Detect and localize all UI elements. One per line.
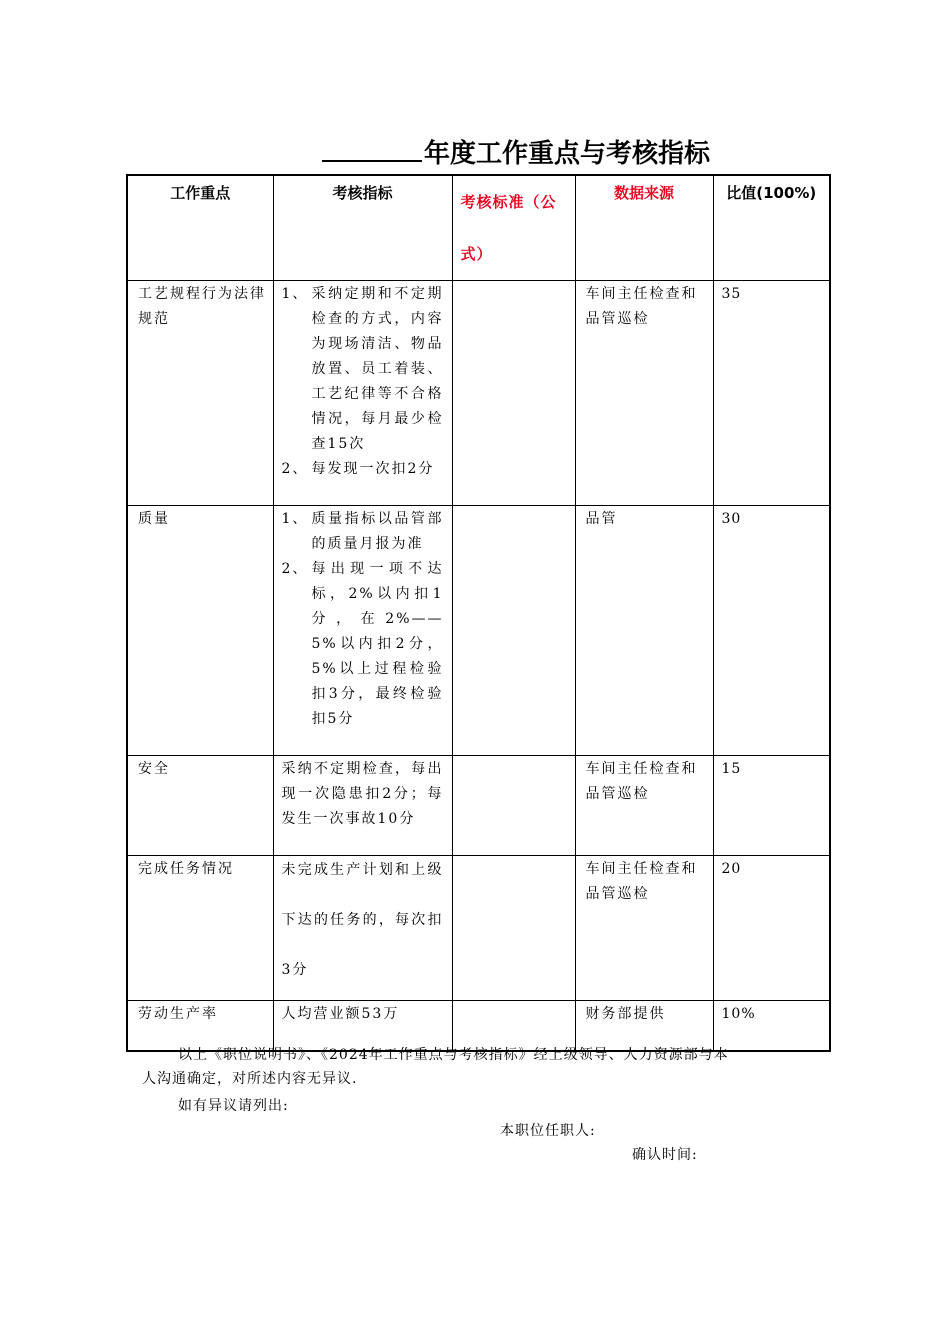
indicator-cell xyxy=(273,756,452,856)
item-number: 2、 xyxy=(281,461,309,477)
title-text: 年度工作重点与考核指标 xyxy=(424,139,711,169)
source-cell: 车间主任检查和品管巡检 xyxy=(575,856,713,1001)
focus-cell: 质量 xyxy=(127,506,273,756)
header-focus: 工作重点 xyxy=(127,175,273,281)
ratio-cell: 10% xyxy=(713,1001,830,1051)
focus-cell: 工艺规程行为法律规范 xyxy=(127,281,273,506)
source-cell: 财务部提供 xyxy=(575,1001,713,1051)
holder-label: 本职位任职人: xyxy=(500,1123,596,1139)
indicator-text: 人均营业额53万 xyxy=(281,1006,400,1022)
table-row xyxy=(127,281,830,506)
source-cell: 车间主任检查和品管巡检 xyxy=(575,756,713,856)
indicator-item xyxy=(282,507,444,557)
page-title xyxy=(322,130,710,170)
indicator-cell xyxy=(273,281,452,506)
indicator-text: 采纳不定期检查，每出现一次隐患扣2分；每发生一次事故10分 xyxy=(281,761,444,827)
table-row xyxy=(127,856,830,1001)
item-text: 采纳定期和不定期检查的方式，内容为现场清洁、物品放置、员工着装、工艺纪律等不合格情况，每月最少检查15次 xyxy=(311,286,444,452)
item-text: 每发现一次扣2分 xyxy=(311,461,435,477)
indicator-cell xyxy=(273,506,452,756)
focus-cell: 劳动生产率 xyxy=(127,1001,273,1051)
item-text: 质量指标以品管部的质量月报为准 xyxy=(311,511,444,552)
header-ratio: 比值(100%) xyxy=(713,175,830,281)
table-header-row xyxy=(127,175,830,281)
indicator-cell xyxy=(273,856,452,1001)
source-cell: 车间主任检查和品管巡检 xyxy=(575,281,713,506)
focus-cell: 安全 xyxy=(127,756,273,856)
item-number: 1、 xyxy=(281,511,309,527)
standard-cell xyxy=(452,856,575,1001)
standard-cell xyxy=(452,756,575,856)
header-indicator: 考核指标 xyxy=(273,175,452,281)
source-cell: 品管 xyxy=(575,506,713,756)
header-standard: 考核标准（公式） xyxy=(452,175,575,281)
table-row xyxy=(127,756,830,856)
statement-line-2: 人沟通确定，对所述内容无异议. xyxy=(142,1071,358,1087)
standard-cell xyxy=(452,281,575,506)
table-row xyxy=(127,506,830,756)
standard-cell xyxy=(452,506,575,756)
item-number: 2、 xyxy=(281,561,309,577)
indicator-item xyxy=(282,557,444,732)
year-blank xyxy=(322,130,422,162)
confirm-time-label: 确认时间: xyxy=(632,1147,698,1163)
ratio-cell: 30 xyxy=(713,506,830,756)
header-source: 数据来源 xyxy=(575,175,713,281)
assessment-table xyxy=(126,174,831,1052)
item-number: 1、 xyxy=(281,286,309,302)
ratio-cell: 20 xyxy=(713,856,830,1001)
indicator-item xyxy=(282,282,444,457)
item-text: 每出现一项不达标，2%以内扣1分，在2%——5%以内扣2分，5%以上过程检验扣3分，最终检验扣5分 xyxy=(311,561,444,727)
statement-line-1: 以上《职位说明书》、《2024年工作重点与考核指标》经上级领导、人力资源部与本 xyxy=(178,1047,729,1063)
ratio-cell: 35 xyxy=(713,281,830,506)
indicator-item xyxy=(282,457,444,482)
ratio-cell: 15 xyxy=(713,756,830,856)
indicator-text: 未完成生产计划和上级下达的任务的，每次扣3分 xyxy=(281,862,444,978)
objection-label: 如有异议请列出: xyxy=(178,1098,289,1114)
focus-cell: 完成任务情况 xyxy=(127,856,273,1001)
